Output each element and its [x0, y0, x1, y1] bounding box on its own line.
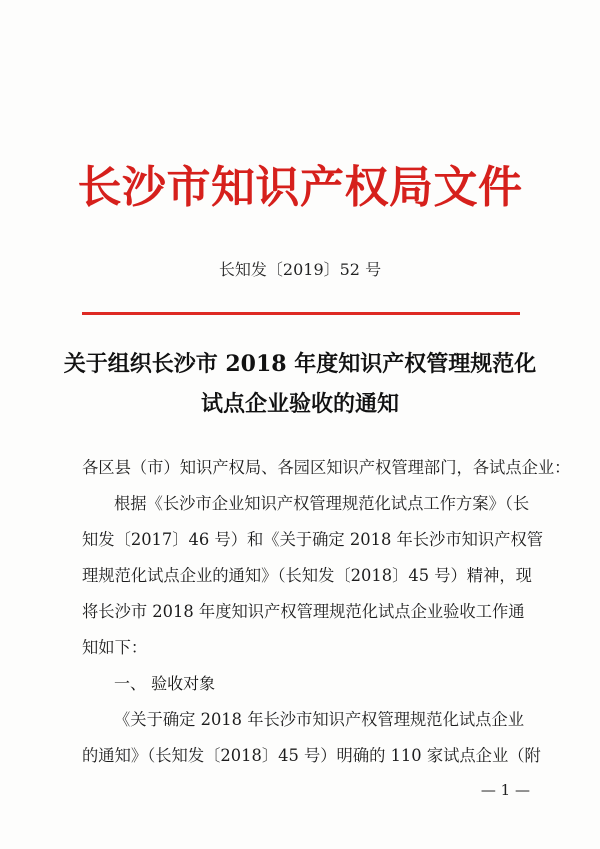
paragraph-1-line-3: 理规范化试点企业的通知》（长知发〔2018〕45 号）精神，现 — [82, 566, 532, 585]
paragraph-1-line-2: 知发〔2017〕46 号）和《关于确定 2018 年长沙市知识产权管 — [82, 530, 544, 549]
paragraph-1-line-1: 根据《长沙市企业知识产权管理规范化试点工作方案》（长 — [114, 494, 530, 513]
paragraph-1-line-4: 将长沙市 2018 年度知识产权管理规范化试点企业验收工作通 — [82, 602, 525, 621]
paragraph-2-line-2: 的通知》（长知发〔2018〕45 号）明确的 110 家试点企业（附 — [82, 746, 541, 765]
page-number: — 1 — — [480, 781, 530, 799]
notice-title-line-1: 关于组织长沙市 2018 年度知识产权管理规范化 — [63, 351, 537, 377]
red-divider-line — [82, 312, 520, 315]
notice-title-line-2: 试点企业验收的通知 — [200, 391, 399, 417]
paragraph-2-line-1: 《关于确定 2018 年长沙市知识产权管理规范化试点企业 — [114, 710, 524, 729]
document-number: 长知发〔2019〕52 号 — [218, 260, 382, 279]
masthead-title: 长沙市知识产权局文件 — [77, 162, 523, 213]
section-1-heading: 一、 验收对象 — [114, 674, 216, 693]
paragraph-1-line-5: 知如下： — [82, 638, 148, 657]
addressee-line: 各区县（市）知识产权局、各园区知识产权管理部门，各试点企业： — [82, 458, 571, 477]
